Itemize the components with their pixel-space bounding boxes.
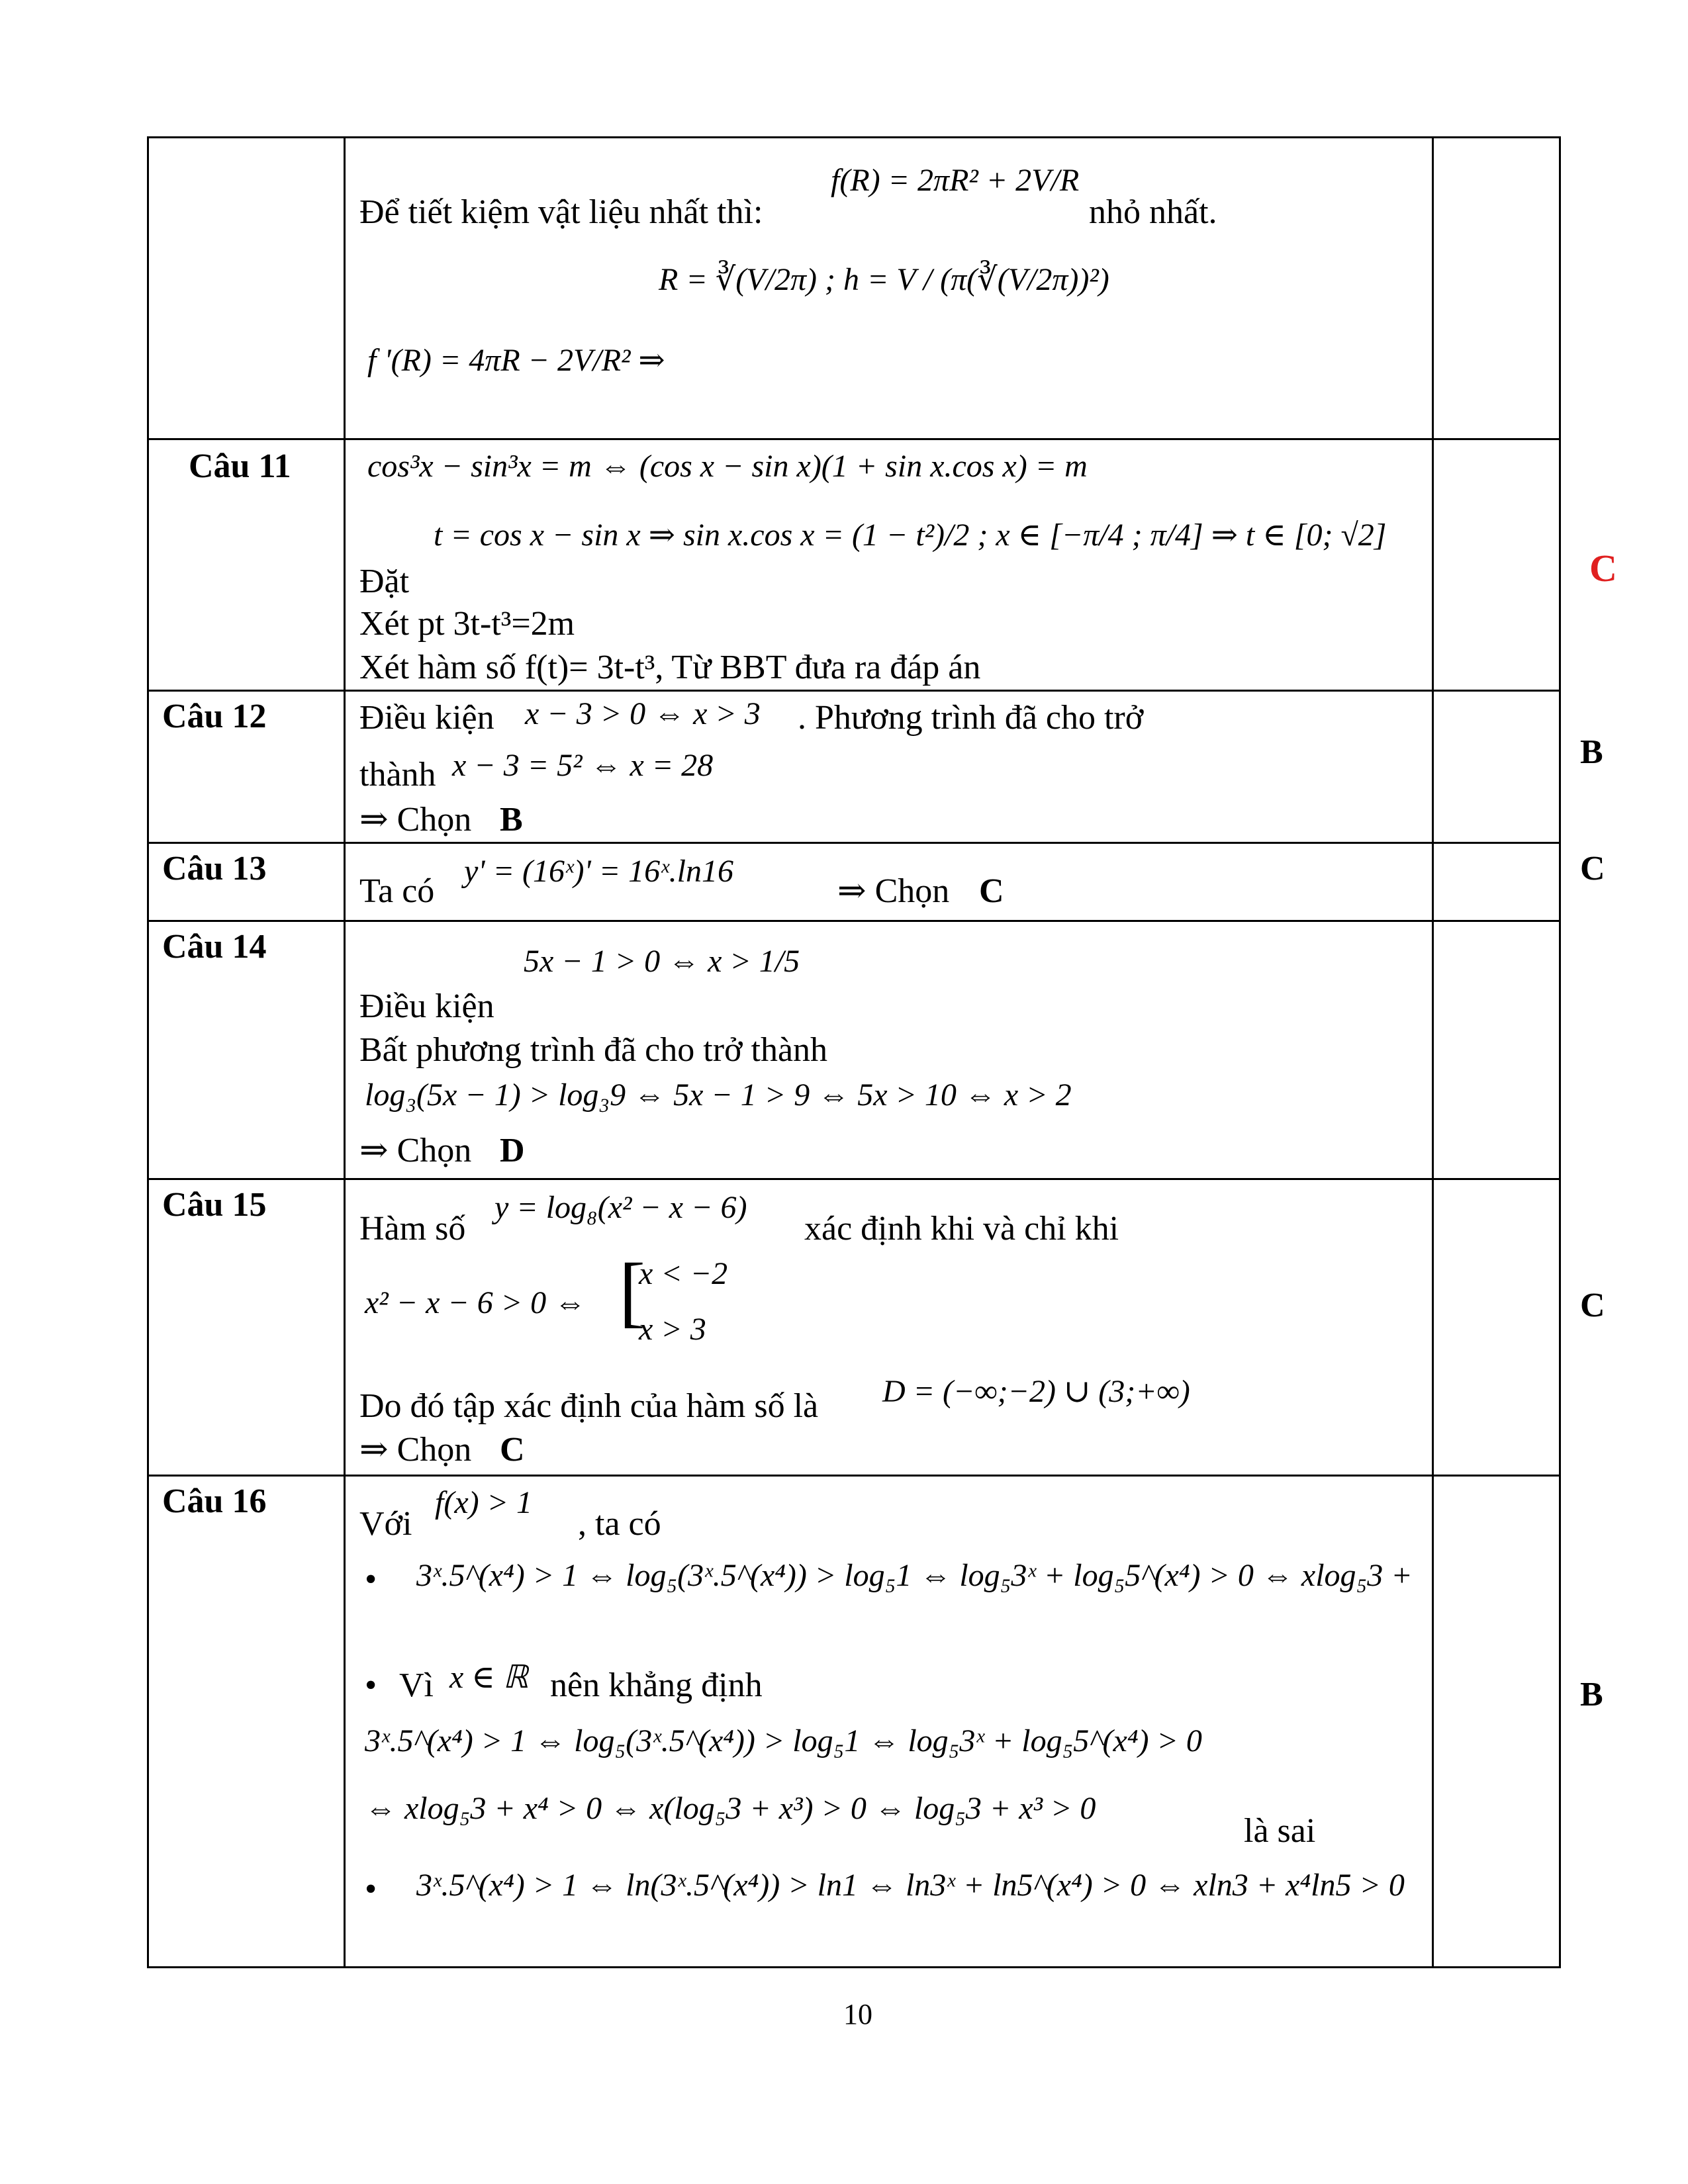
text-line: là sai (1244, 1812, 1316, 1850)
bracket-case: [ (619, 1247, 645, 1335)
bullet-icon: • (365, 1666, 377, 1704)
top-line1-suffix: nhỏ nhất. (1089, 193, 1217, 231)
table-row-cau-15 (149, 1180, 1605, 1477)
math-line: D = (−∞;−2) ∪ (3;+∞) (882, 1374, 1190, 1409)
chosen-answer: C (979, 872, 1004, 910)
math-line: x − 3 = 5² ⇔ x = 28 (452, 748, 714, 783)
math-line: t = cos x − sin x ⇒ sin x.cos x = (1 − t²)/2 ; x ∈ [−π/4 ; π/4] ⇒ t ∈ [0; √2] (434, 518, 1387, 553)
answer-letter: C (1580, 850, 1605, 887)
math-line: x < −2 (639, 1256, 728, 1291)
math-line: cos³x − sin³x = m ⇔ (cos x − sin x)(1 + sin x.cos x) = m (367, 449, 1088, 484)
bullet-icon: • (365, 1561, 377, 1598)
text-line: nên khẳng định (550, 1666, 763, 1704)
text-line: thành (359, 756, 436, 794)
question-label: Câu 14 (162, 928, 267, 966)
math-line: ⇔ xlog₅3 + x⁴ > 0 ⇔ x(log₅3 + x³) > 0 ⇔ log₅3 + x³ > 0 (365, 1791, 1096, 1826)
math-line: y = log₈(x² − x − 6) (494, 1190, 747, 1225)
top-line2-formula: R = ∛(V/2π) ; h = V / (π(∛(V/2π))²) (659, 262, 1109, 297)
chosen-answer: B (500, 801, 523, 839)
math-line: x² − x − 6 > 0 ⇔ (365, 1285, 586, 1320)
math-line: 3ˣ.5^(x⁴) > 1 ⇔ log₅(3ˣ.5^(x⁴)) > log₅1 ⇔ log₅3ˣ + log₅5^(x⁴) > 0 (365, 1723, 1202, 1758)
answer-letter: B (1580, 733, 1603, 771)
text-line: Với (359, 1505, 412, 1543)
question-label: Câu 12 (162, 698, 267, 735)
text-line: Vì (399, 1666, 434, 1704)
math-line: x > 3 (639, 1312, 706, 1347)
text-line: ⇒ Chọn (359, 1132, 472, 1169)
text-line: . Phương trình đã cho trở (798, 699, 1144, 737)
column-divider-left (344, 138, 346, 1966)
table-row (149, 138, 1559, 440)
text-line: Điều kiện (359, 987, 494, 1025)
solution-table (147, 136, 1617, 1968)
text-line: ⇒ Chọn (837, 872, 950, 910)
table-row-cau-12 (149, 692, 1603, 844)
math-line: 5x − 1 > 0 ⇔ x > 1/5 (524, 944, 800, 979)
table-row-cau-14 (149, 922, 1559, 1180)
text-line: Ta có (359, 872, 435, 910)
text-line: Điều kiện (359, 699, 494, 737)
text-line: Đặt (359, 563, 410, 600)
math-line: f(x) > 1 (435, 1485, 532, 1520)
answer-letter: B (1580, 1676, 1603, 1713)
math-line: 3ˣ.5^(x⁴) > 1 ⇔ log₅(3ˣ.5^(x⁴)) > log₅1 ⇔ log₅3ˣ + log₅5^(x⁴) > 0 ⇔ xlog₅3 + (416, 1558, 1413, 1593)
text-line: ⇒ Chọn (359, 1431, 472, 1469)
column-divider-right (1432, 138, 1434, 1966)
math-line: x − 3 > 0 ⇔ x > 3 (525, 696, 761, 731)
page-number: 10 (843, 1998, 872, 2030)
text-line: Bất phương trình đã cho trở thành (359, 1031, 828, 1069)
question-label: Câu 16 (162, 1482, 267, 1520)
top-line1-formula: f(R) = 2πR² + 2V/R (831, 163, 1080, 198)
math-line: log₃(5x − 1) > log₃9 ⇔ 5x − 1 > 9 ⇔ 5x > 10 ⇔ x > 2 (365, 1077, 1072, 1113)
table-row-cau-11 (149, 440, 1617, 692)
text-line: Hàm số (359, 1210, 466, 1248)
text-line: Xét pt 3t-t³=2m (359, 605, 575, 643)
bullet-icon: • (365, 1870, 377, 1908)
math-line: 3ˣ.5^(x⁴) > 1 ⇔ ln(3ˣ.5^(x⁴)) > ln1 ⇔ ln3ˣ + ln5^(x⁴) > 0 ⇔ xln3 + x⁴ln5 > 0 (416, 1868, 1405, 1903)
math-line: y' = (16ˣ)' = 16ˣ.ln16 (464, 854, 734, 889)
answer-letter: C (1580, 1287, 1605, 1324)
question-label: Câu 13 (162, 850, 267, 887)
answer-letter: C (1589, 547, 1617, 590)
table-row-cau-16 (149, 1477, 1603, 1970)
top-line1-text: Để tiết kiệm vật liệu nhất thì: (359, 193, 763, 231)
chosen-answer: D (500, 1132, 525, 1169)
question-label: Câu 15 (162, 1186, 267, 1224)
text-line: xác định khi và chỉ khi (804, 1210, 1119, 1248)
chosen-answer: C (500, 1431, 525, 1469)
text-line: Do đó tập xác định của hàm số là (359, 1387, 819, 1425)
math-line: x ∈ ℝ (449, 1660, 528, 1695)
table-row-cau-13 (149, 844, 1605, 922)
question-label: Câu 11 (189, 447, 291, 485)
top-line3-formula: f '(R) = 4πR − 2V/R² ⇒ (367, 343, 665, 378)
text-line: ⇒ Chọn (359, 801, 472, 839)
text-line: Xét hàm số f(t)= 3t-t³, Từ BBT đưa ra đáp án (359, 649, 981, 686)
text-line: , ta có (578, 1505, 661, 1543)
